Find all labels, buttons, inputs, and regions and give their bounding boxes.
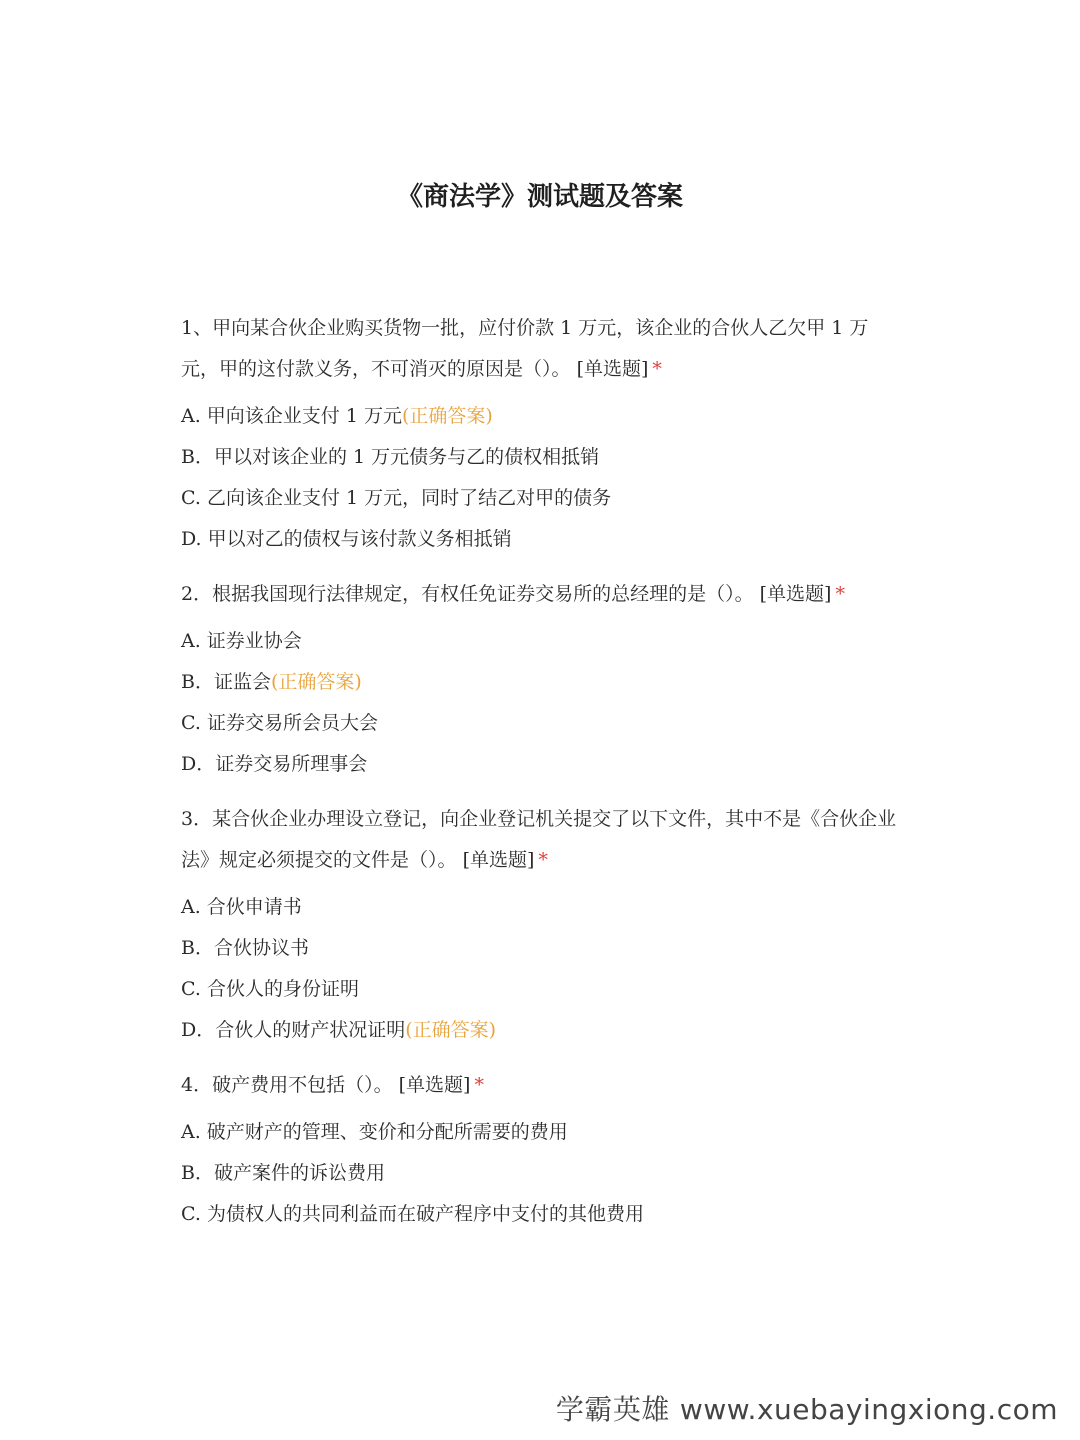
option-item [181,1153,901,1194]
option-text: D．合伙人的财产状况证明 [181,1019,406,1041]
question-type: [单选题] [576,358,649,380]
required-mark: * [652,358,662,380]
option-text: D. 甲以对乙的债权与该付款义务相抵销 [181,528,512,550]
watermark-brand: 学霸英雄 [555,1393,670,1426]
question-type: [单选题] [462,849,535,871]
question-stem [181,1065,901,1106]
option-item [181,396,901,437]
option-item [181,662,901,703]
question-type: [单选题] [398,1074,471,1096]
question-list [181,308,901,1249]
required-mark: * [835,583,845,605]
correct-answer-tag: (正确答案) [270,671,362,693]
option-text: A. 证券业协会 [181,630,302,652]
question-type: [单选题] [759,583,832,605]
option-text: B．破产案件的诉讼费用 [181,1162,385,1184]
option-text: B．合伙协议书 [181,937,309,959]
question-stem [181,799,901,881]
question-text: 3．某合伙企业办理设立登记，向企业登记机关提交了以下文件，其中不是《合伙企业法》规定必须提交的文件是（）。 [181,808,897,871]
correct-answer-tag: (正确答案) [405,1019,497,1041]
option-item [181,887,901,928]
option-text: C. 乙向该企业支付 1 万元，同时了结乙对甲的债务 [181,487,612,509]
question-text: 2．根据我国现行法律规定，有权任免证券交易所的总经理的是（）。 [181,583,754,605]
question-block [181,799,901,1051]
option-item [181,703,901,744]
option-text: A. 破产财产的管理、变价和分配所需要的费用 [181,1121,568,1143]
required-mark: * [474,1074,484,1096]
question-block [181,1065,901,1235]
option-text: B．证监会 [181,671,271,693]
option-text: A. 合伙申请书 [181,896,302,918]
option-text: B．甲以对该企业的 1 万元债务与乙的债权相抵销 [181,446,600,468]
option-item [181,1010,901,1051]
question-text: 4．破产费用不包括（）。 [181,1074,393,1096]
question-block [181,574,901,785]
option-text: C. 为债权人的共同利益而在破产程序中支付的其他费用 [181,1203,644,1225]
question-stem [181,308,901,390]
question-stem [181,574,901,615]
option-text: C. 证券交易所会员大会 [181,712,378,734]
option-text: A. 甲向该企业支付 1 万元 [181,405,402,427]
correct-answer-tag: (正确答案) [401,405,493,427]
watermark [556,1388,1058,1428]
page-title: 《商法学》测试题及答案 [396,182,683,212]
option-item [181,519,901,560]
option-item [181,621,901,662]
option-item [181,1194,901,1235]
option-text: D．证券交易所理事会 [181,753,368,775]
question-text: 1、甲向某合伙企业购买货物一批，应付价款 1 万元，该企业的合伙人乙欠甲 1 万元，甲的这付款义务，不可消灭的原因是（）。 [181,317,869,380]
option-item [181,437,901,478]
option-item [181,1112,901,1153]
required-mark: * [538,849,548,871]
option-item [181,969,901,1010]
option-text: C. 合伙人的身份证明 [181,978,359,1000]
option-item [181,928,901,969]
question-block [181,308,901,560]
watermark-url: www.xuebayingxiong.com [679,1393,1058,1426]
option-item [181,478,901,519]
option-item [181,744,901,785]
